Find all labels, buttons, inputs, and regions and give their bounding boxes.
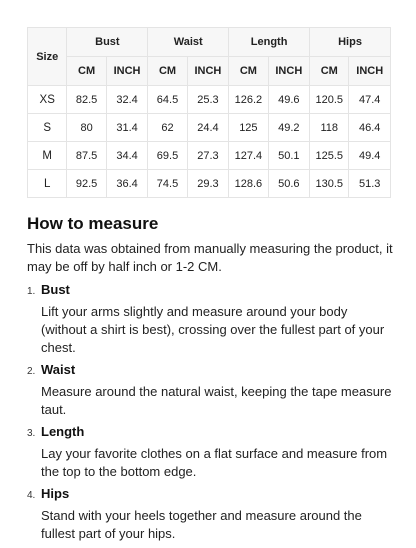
table-cell: 69.5 (148, 142, 187, 170)
measure-steps-list (27, 282, 397, 548)
size-cell: M (28, 142, 67, 170)
step-number: 4. (27, 490, 36, 501)
table-cell: 49.2 (268, 114, 309, 142)
unit-header-cm: CM (148, 57, 187, 86)
table-cell: 92.5 (67, 170, 106, 198)
measure-step-length (27, 424, 397, 481)
table-group-header-row (28, 28, 391, 57)
step-heading (27, 486, 397, 506)
table-cell: 118 (310, 114, 349, 142)
table-cell: 27.3 (187, 142, 228, 170)
step-title: Hips (41, 486, 70, 501)
table-cell: 125 (229, 114, 268, 142)
table-cell: 31.4 (106, 114, 147, 142)
table-cell: 51.3 (349, 170, 391, 198)
table-cell: 82.5 (67, 86, 106, 114)
measure-step-waist (27, 362, 397, 419)
table-cell: 36.4 (106, 170, 147, 198)
table-cell: 34.4 (106, 142, 147, 170)
bust-column-header: Bust (67, 28, 148, 57)
step-title: Length (41, 424, 85, 439)
table-row (28, 170, 391, 198)
step-title: Bust (41, 282, 70, 297)
size-cell: S (28, 114, 67, 142)
table-row (28, 114, 391, 142)
size-column-header: Size (28, 28, 67, 86)
table-cell: 80 (67, 114, 106, 142)
how-to-measure-heading: How to measure (27, 214, 159, 233)
table-cell: 49.6 (268, 86, 309, 114)
table-cell: 25.3 (187, 86, 228, 114)
table-row (28, 142, 391, 170)
unit-header-inch: INCH (268, 57, 309, 86)
length-column-header: Length (229, 28, 310, 57)
size-cell: L (28, 170, 67, 198)
step-number: 1. (27, 286, 36, 297)
table-cell: 87.5 (67, 142, 106, 170)
table-cell: 50.6 (268, 170, 309, 198)
table-cell: 74.5 (148, 170, 187, 198)
table-cell: 126.2 (229, 86, 268, 114)
table-cell: 130.5 (310, 170, 349, 198)
table-cell: 120.5 (310, 86, 349, 114)
step-description: Lift your arms slightly and measure around your body (without a shirt is best), crossing over the fullest part of your chest. (41, 304, 385, 355)
table-row (28, 86, 391, 114)
unit-header-inch: INCH (349, 57, 391, 86)
hips-column-header: Hips (310, 28, 391, 57)
step-number: 2. (27, 366, 36, 377)
table-cell: 62 (148, 114, 187, 142)
unit-header-cm: CM (229, 57, 268, 86)
waist-column-header: Waist (148, 28, 229, 57)
step-number: 3. (27, 428, 36, 439)
unit-header-cm: CM (310, 57, 349, 86)
step-description: Measure around the natural waist, keeping the tape measure taut. (41, 384, 392, 417)
table-cell: 50.1 (268, 142, 309, 170)
table-cell: 49.4 (349, 142, 391, 170)
step-heading (27, 362, 397, 382)
table-cell: 64.5 (148, 86, 187, 114)
size-cell: XS (28, 86, 67, 114)
measure-step-bust (27, 282, 397, 357)
table-unit-header-row (28, 57, 391, 86)
step-title: Waist (41, 362, 76, 377)
table-cell: 32.4 (106, 86, 147, 114)
step-heading (27, 282, 397, 302)
step-description: Stand with your heels together and measure around the fullest part of your hips. (41, 508, 362, 541)
step-heading (27, 424, 397, 444)
table-cell: 24.4 (187, 114, 228, 142)
measure-intro-text: This data was obtained from manually measuring the product, it may be off by half inch or 1-2 CM. (27, 241, 393, 274)
table-cell: 125.5 (310, 142, 349, 170)
table-cell: 128.6 (229, 170, 268, 198)
size-chart-table (27, 27, 391, 198)
unit-header-inch: INCH (187, 57, 228, 86)
table-cell: 29.3 (187, 170, 228, 198)
table-cell: 47.4 (349, 86, 391, 114)
measure-step-hips (27, 486, 397, 543)
table-cell: 46.4 (349, 114, 391, 142)
unit-header-inch: INCH (106, 57, 147, 86)
table-cell: 127.4 (229, 142, 268, 170)
step-description: Lay your favorite clothes on a flat surface and measure from the top to the bottom edge. (41, 446, 388, 479)
unit-header-cm: CM (67, 57, 106, 86)
